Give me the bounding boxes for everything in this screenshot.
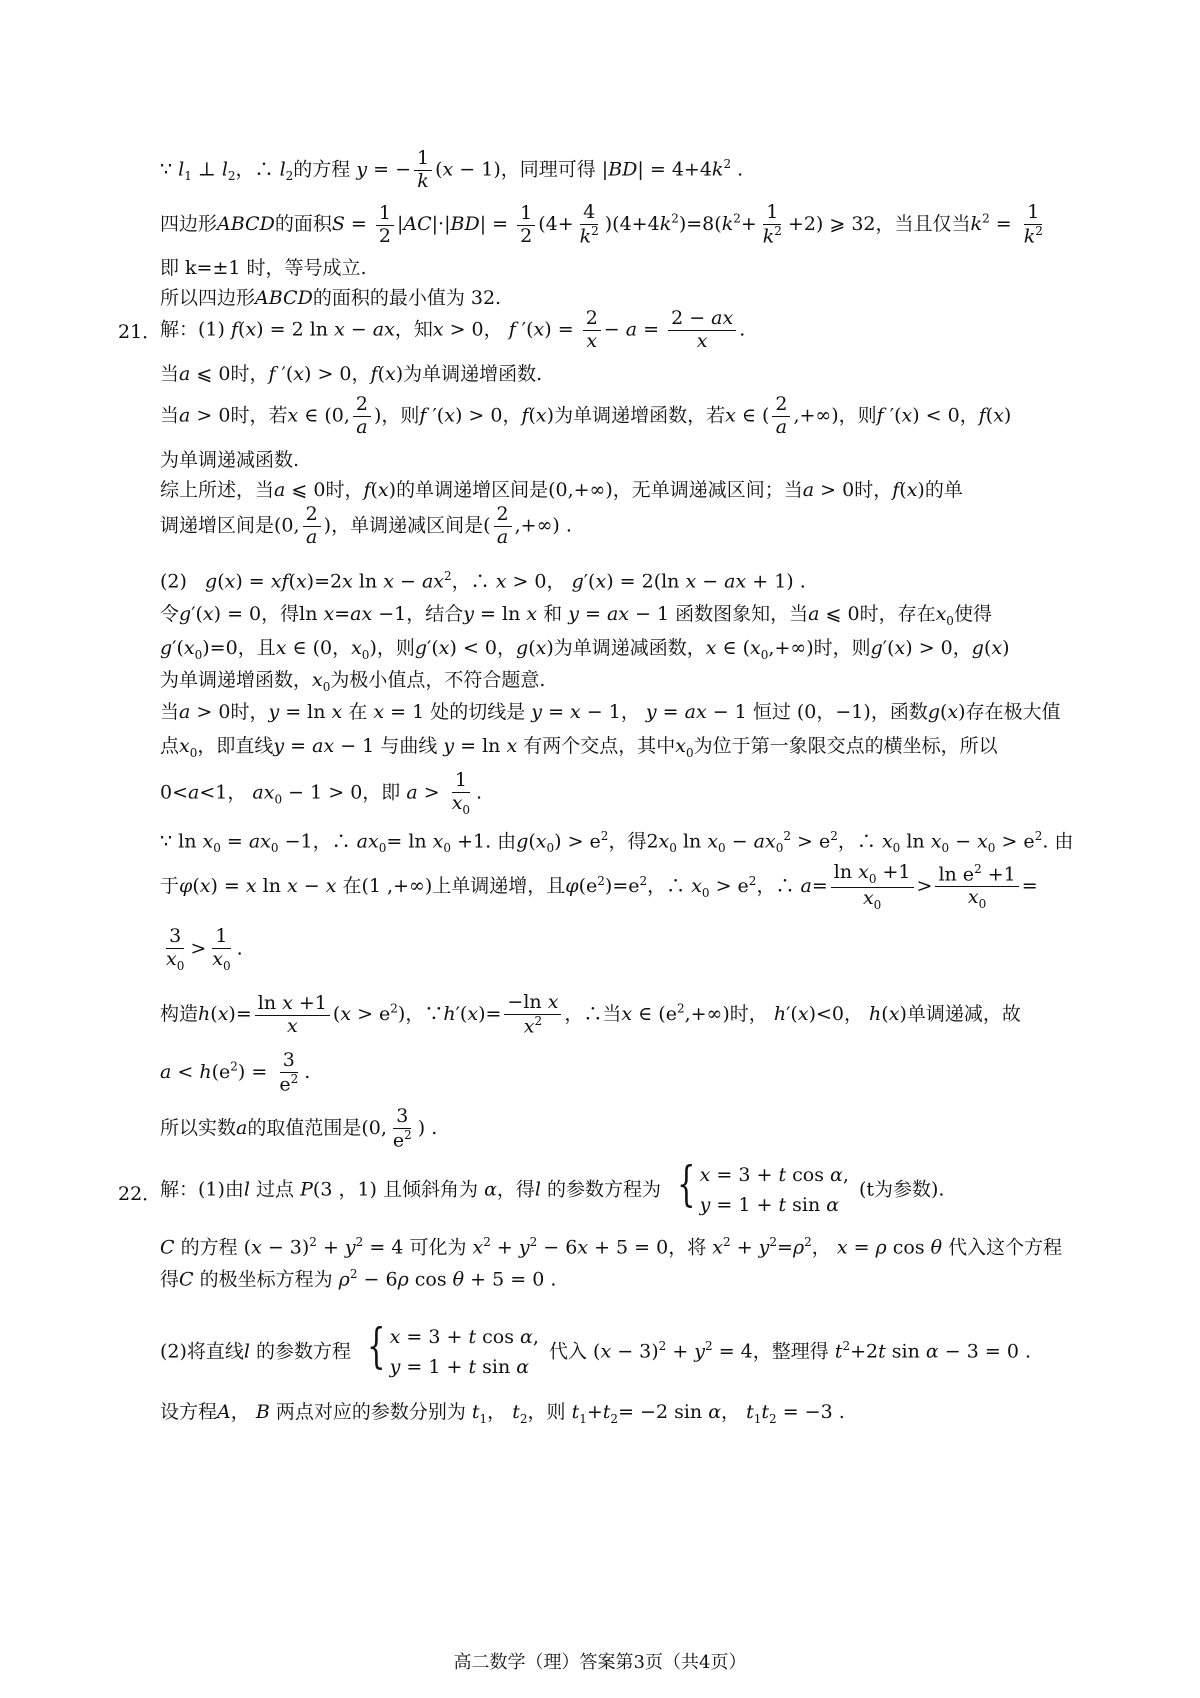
text-line: 所以四边形ABCD的面积的最小值为 32.	[160, 287, 502, 309]
text-line: (2)将直线l 的参数方程 { x = 3 + t cos α, y = 1 + t sin α 代入 $(x - 3)^2 + y^2 = 4$，整理得 $t^2+2t$ sin α − 3 = 0 .	[160, 1322, 1110, 1383]
text-line: 综上所述，当a ⩽ 0时，f(x)的单调递增区间是(0,+∞)，无单调递减区间；当a > 0时，f(x)的单	[160, 479, 963, 501]
text-line: $g'(x_0)=0$，且x ∈ (0，$x_0$)，则g′(x) < 0，g(x)为单调递减函数，x ∈ $(x_0,+\infty)$时，则g′(x) > 0，g(x)	[160, 637, 1010, 662]
text-line: 当a > 0时，若x ∈ (0, $\frac{2}{a}$ )，则f ′(x) > 0，f(x)为单调递增函数，若x ∈ ( $\frac{2}{a}$ ,+∞)，则f ′(x) < 0，f(x)	[160, 393, 1012, 438]
question-number: 21．	[118, 321, 162, 343]
text-line: 为单调递减函数.	[160, 449, 300, 471]
text-line: 0<a<1， $ax_0 - 1 > 0$，即 a > $\frac{1}{x_0}$ .	[160, 769, 483, 817]
text-line: 解：(1)由l 过点 P(3 ，1) 且倾斜角为 α，得l 的参数方程为 { x = 3 + t cos α, y = 1 + t sin α (t为参数).	[160, 1160, 1110, 1221]
question-number: 22．	[118, 1183, 162, 1205]
parametric-system: { x = 3 + t cos α, y = 1 + t sin α	[677, 1156, 849, 1217]
text-line: 得C 的极坐标方程为 $\rho^2 - 6\rho$ cos θ + 5 = 0 .	[160, 1267, 557, 1291]
text-line: 于φ(x) = x ln x − x 在(1 ,+∞)上单调递增，且$\varphi(e^2)=e^2$，∴ $x_0 > e^2$，∴ a= $\frac{\ln x_0 +1}{x_0}$ > $\frac{\ln e^2 +1}{x_0}$ =	[160, 861, 1038, 912]
text-line: 即 k=±1 时，等号成立.	[160, 257, 367, 279]
text-line: 为单调递增函数，$x_0$为极小值点，不符合题意.	[160, 669, 546, 694]
text-line: (2) g(x) = xf(x)=2x $\ln x - ax^2$，∴ x > 0， g′(x) = 2(ln x − ax + 1) .	[160, 569, 806, 593]
text-line: 当a ⩽ 0时，f ′(x) > 0，f(x)为单调递增函数.	[160, 363, 543, 385]
page-footer: 高二数学（理）答案第3页（共4页）	[453, 1652, 747, 1673]
text-line: 所以实数a的取值范围是(0, $\frac{3}{e^2}$ ) .	[160, 1105, 438, 1152]
text-line: $\frac{3}{x_0}$ > $\frac{1}{x_0}$ .	[166, 925, 243, 973]
text-line: 四边形ABCD的面积S = $\frac{1}{2}$ |AC|·|BD| = $\frac{1}{2}$ (4+ $\frac{4}{k^2}$ )$(4+4k^2)=8(k^2+$ $\frac{1}{k^2}$ +2) ⩾ 32，当且仅当$k^2$ = $\frac{1}{k^2}$	[160, 201, 1043, 248]
text-line: 设方程A， B 两点对应的参数分别为 $t_1$， $t_2$，则 $t_1+t_2= -2$ sin α， $t_1t_2 = -3$ .	[160, 1401, 845, 1426]
text-line: $a < h(e^2)$ = $\frac{3}{e^2}$ .	[160, 1049, 311, 1096]
text-line: 当a > 0时，y = ln x 在 x = 1 处的切线是 y = x − 1， y = ax − 1 恒过 (0，−1)，函数g(x)存在极大值	[160, 701, 1061, 723]
parametric-system: { x = 3 + t cos α, y = 1 + t sin α	[367, 1318, 539, 1379]
text-line: 令g′(x) = 0，得ln x=ax −1，结合y = ln x 和 y = ax − 1 函数图象知，当a ⩽ 0时，存在$x_0$使得	[160, 603, 992, 628]
text-line: 点$x_0$，即直线y = ax − 1 与曲线 y = ln x 有两个交点，其中$x_0$为位于第一象限交点的横坐标，所以	[160, 735, 998, 760]
text-line: C 的方程 $(x - 3)^2 + y^2 = 4$ 可化为 $x^2 + y^2 - 6x + 5 = 0$，将 $x^2 + y^2=\rho^2$， x = ρ cos θ 代入这个方程	[160, 1235, 1063, 1259]
text-line: ∵ $\ln x_0 = ax_0 -1$，∴ $ax_0= \ln x_0 +1$. 由$g(x_0) > e^2$，得$2x_0$ $\ln x_0 - ax_0^2 > e^2$，∴ $x_0$ $\ln x_0 - x_0 > e^2$. 由	[160, 829, 1074, 856]
text-line: 调递增区间是(0, $\frac{2}{a}$ )，单调递减区间是( $\frac{2}{a}$ ,+∞) .	[160, 503, 572, 548]
text-line: 构造h(x)= $\frac{\text{ln x +1}}{x}$ $(x > e^2)$，∵h′(x)= $\frac{\text{−ln x}}{x^2}$ ，∴当x ∈ $(e^2,+\infty)$时， h′(x)<0， h(x)单调递减，故	[160, 991, 1021, 1038]
text-line: ∵ $l_1$ ⊥ $l_2$，∴ $l_2$的方程 y = − $\frac{1}{k}$ (x − 1)，同理可得 $|BD| = 4+4k^2$ .	[160, 147, 744, 192]
text-line: 解：(1) f(x) = 2 ln x − ax，知x > 0， f ′(x) = $\frac{2}{x}$ − a = $\frac{2 - ax}{x}$ .	[160, 307, 746, 352]
